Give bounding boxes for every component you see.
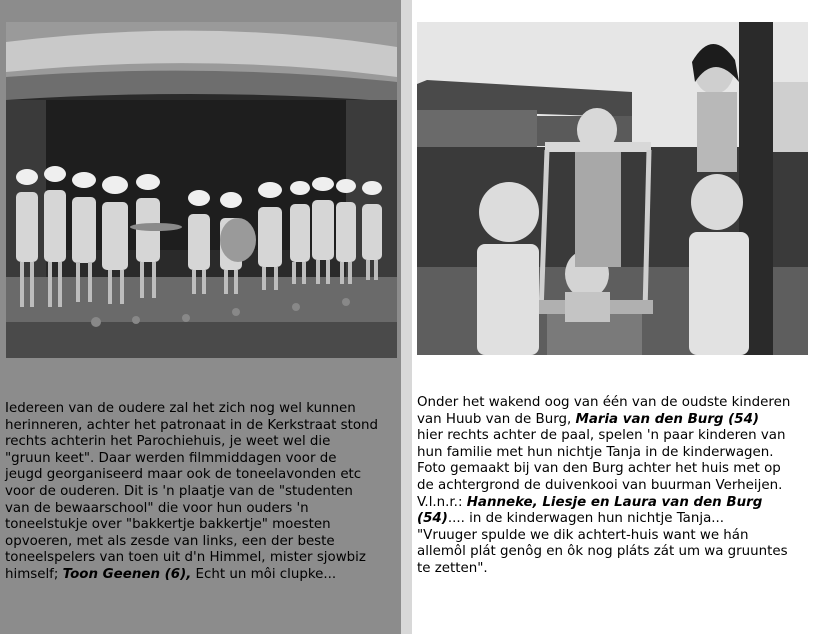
caption-line: Iedereen van de oudere zal het zich nog wel kunnen bbox=[5, 401, 356, 416]
caption-line: opvoeren, met als zesde van links, een der beste bbox=[5, 533, 335, 549]
caption-line: rechts achterin het Parochiehuis, je weet wel die bbox=[5, 434, 331, 450]
caption-line: "Vruuger spulde we dik achtert-huis want we hán bbox=[417, 527, 749, 543]
caption-line: jeugd georganiseerd maar ook de toneelavonden etc bbox=[5, 467, 362, 483]
left-panel bbox=[0, 0, 401, 634]
children-photo-image bbox=[417, 22, 808, 355]
caption-line: van de bewaarschool" die voor hun ouders 'n bbox=[5, 500, 309, 516]
caption-line: Echt un môi clupke... bbox=[191, 566, 337, 582]
caption-line: Onder het wakend oog van één van de oudste kinderen bbox=[417, 395, 791, 410]
highlighted-name: Maria van den Burg (54) bbox=[575, 411, 760, 427]
stage-photo bbox=[6, 22, 397, 358]
right-caption bbox=[417, 395, 790, 578]
caption-line: Foto gemaakt bij van den Burg achter het huis met op bbox=[417, 461, 781, 477]
highlighted-name: Toon Geenen (6), bbox=[62, 566, 192, 582]
highlighted-names: Hanneke, Liesje en Laura van den Burg bbox=[466, 494, 763, 510]
caption-line: hier rechts achter de paal, spelen 'n paar kinderen van bbox=[417, 428, 786, 444]
highlighted-number: (54) bbox=[417, 511, 448, 527]
caption-line: hun familie met hun nichtje Tanja in de kinderwagen. bbox=[417, 444, 774, 460]
left-caption bbox=[5, 401, 378, 584]
caption-line: .... in de kinderwagen hun nichtje Tanja... bbox=[447, 511, 725, 527]
caption-line: voor de ouderen. Dit is 'n plaatje van de "studenten bbox=[5, 483, 353, 499]
children-photo bbox=[417, 22, 808, 355]
caption-line: toneelspelers van toen uit d'n Himmel, mister sjowbiz bbox=[5, 550, 366, 566]
panel-divider bbox=[401, 0, 412, 634]
caption-line: van Huub van de Burg, bbox=[417, 411, 576, 427]
caption-line: "gruun keet". Daar werden filmmiddagen voor de bbox=[5, 450, 337, 466]
caption-line: V.l.n.r.: bbox=[417, 494, 467, 510]
caption-line: de achtergrond de duivenkooi van buurman Verheijen. bbox=[417, 477, 783, 493]
right-panel bbox=[412, 0, 814, 634]
caption-line: toneelstukje over "bakkertje bakkertje" moesten bbox=[5, 517, 331, 533]
caption-line: te zetten". bbox=[417, 560, 488, 576]
caption-line: herinneren, achter het patronaat in de Kerkstraat stond bbox=[5, 417, 379, 433]
caption-line: allemôl plát genôg en ôk nog pláts zát um wa gruuntes bbox=[417, 544, 788, 560]
caption-line: himself; bbox=[5, 566, 63, 582]
stage-photo-image bbox=[6, 22, 397, 358]
